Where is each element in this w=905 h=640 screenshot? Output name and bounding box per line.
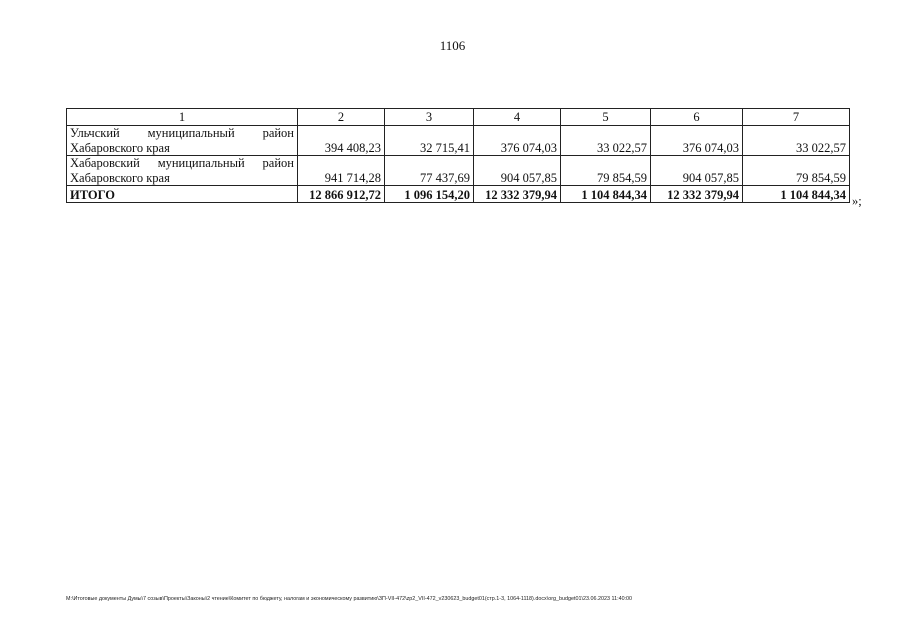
- value-cell: 394 408,23: [298, 126, 385, 156]
- page-number: 1106: [439, 38, 466, 53]
- value-cell: 376 074,03: [651, 126, 743, 156]
- value-cell: 33 022,57: [561, 126, 651, 156]
- column-header: 6: [651, 109, 743, 126]
- value-cell: 79 854,59: [561, 156, 651, 186]
- total-row: [67, 186, 850, 203]
- column-header: 7: [743, 109, 850, 126]
- total-value-cell: 12 332 379,94: [651, 186, 743, 203]
- table-row: [67, 156, 850, 186]
- column-header: 5: [561, 109, 651, 126]
- table-header-row: [67, 109, 850, 126]
- value-cell: 376 074,03: [474, 126, 561, 156]
- total-value-cell: 1 104 844,34: [561, 186, 651, 203]
- value-cell: 79 854,59: [743, 156, 850, 186]
- district-name: Ульчский муниципальный район Хабаровского края: [67, 126, 298, 156]
- value-cell: 77 437,69: [385, 156, 474, 186]
- total-value-cell: 1 104 844,34: [743, 186, 850, 203]
- total-label: ИТОГО: [67, 186, 298, 203]
- total-value-cell: 12 866 912,72: [298, 186, 385, 203]
- total-value-cell: 12 332 379,94: [474, 186, 561, 203]
- column-header: 4: [474, 109, 561, 126]
- closing-quote-mark: »;: [852, 194, 862, 208]
- value-cell: 904 057,85: [651, 156, 743, 186]
- column-header: 3: [385, 109, 474, 126]
- footer-file-path: M:\Итоговые документы Думы\7 созыв\Проекты\Законы\2 чтение\Комитет по бюджету, налогам и экономическому развитию\ЗП-VII-472\zp2_VII-472_v230623_budget01(стр.1-3, 1064-1118).docx\org_budget01\23.06.2023 11:40:00: [66, 596, 633, 602]
- value-cell: 32 715,41: [385, 126, 474, 156]
- district-name: Хабаровский муниципальный район Хабаровского края: [67, 156, 298, 186]
- value-cell: 941 714,28: [298, 156, 385, 186]
- total-value-cell: 1 096 154,20: [385, 186, 474, 203]
- column-header: 2: [298, 109, 385, 126]
- table-row: [67, 126, 850, 156]
- budget-table: [66, 108, 850, 203]
- column-header: 1: [67, 109, 298, 126]
- value-cell: 904 057,85: [474, 156, 561, 186]
- value-cell: 33 022,57: [743, 126, 850, 156]
